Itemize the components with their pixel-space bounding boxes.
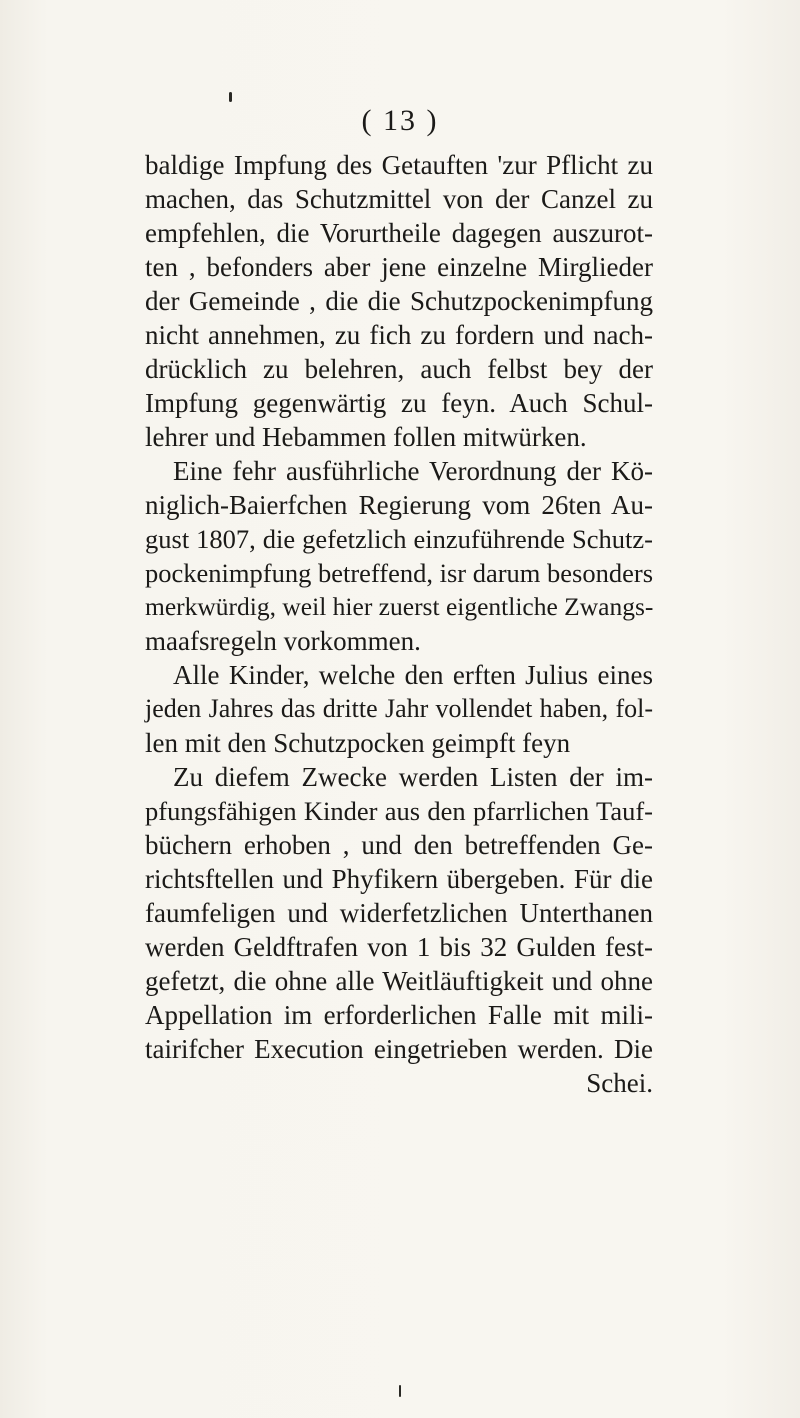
text-line: merkwürdig, weil hier zuerst eigentliche Zwangs- [145, 592, 654, 621]
text-line: pockenimpfung betreffend, isr darum besonders [145, 558, 654, 588]
text-line: Eine fehr ausführliche Verordnung der Kö- [173, 456, 653, 486]
text-line: Appellation im erforderlichen Falle mit mili- [145, 1000, 653, 1030]
body-text [145, 148, 653, 1100]
text-line: niglich-Baierfchen Regierung vom 26ten Au- [145, 490, 653, 520]
text-line: Alle Kinder, welche den erften Julius eines [173, 660, 653, 690]
text-line: der Gemeinde , die die Schutzpockenimpfung [145, 286, 653, 316]
text-line: jeden Jahres das dritte Jahr vollendet haben, fol- [145, 694, 653, 723]
text-line: tairifcher Execution eingetrieben werden. Die [145, 1034, 653, 1064]
ink-speck [229, 92, 232, 102]
text-line: nicht annehmen, zu fich zu fordern und nach- [145, 320, 653, 350]
ink-speck [399, 1385, 401, 1397]
text-line: Zu diefem Zwecke werden Listen der im- [173, 762, 653, 792]
text-line: Impfung gegenwärtig zu feyn. Auch Schul- [145, 388, 653, 418]
text-line: lehrer und Hebammen follen mitwürken. [145, 422, 587, 452]
page-number: ( 13 ) [361, 104, 439, 137]
text-line: baldige Impfung des Getauften 'zur Pflicht zu [145, 150, 653, 180]
text-line: drücklich zu belehren, auch felbst bey der [145, 354, 653, 384]
text-line: faumfeligen und widerfetzlichen Unterthanen [145, 898, 653, 928]
text-line: werden Geldftrafen von 1 bis 32 Gulden fest- [145, 932, 653, 962]
text-line: büchern erhoben , und den betreffenden Ge- [145, 830, 653, 860]
text-line: richtsftellen und Phyfikern übergeben. Für die [145, 864, 653, 894]
text-line: pfungsfähigen Kinder aus den pfarrlichen Tauf- [145, 796, 653, 826]
text-line: machen, das Schutzmittel von der Canzel zu [145, 184, 653, 214]
text-line: gust 1807, die gefetzlich einzuführende Schutz- [145, 524, 653, 554]
text-line: ten , befonders aber jene einzelne Mirglieder [145, 252, 653, 282]
text-line: maafsregeln vorkommen. [145, 626, 421, 656]
text-line: gefetzt, die ohne alle Weitläuftigkeit und ohne [145, 966, 653, 996]
text-line: empfehlen, die Vorurtheile dagegen auszurot- [145, 218, 653, 248]
text-line: len mit den Schutzpocken geimpft feyn [145, 728, 571, 758]
catchword: Schei. [586, 1068, 653, 1098]
